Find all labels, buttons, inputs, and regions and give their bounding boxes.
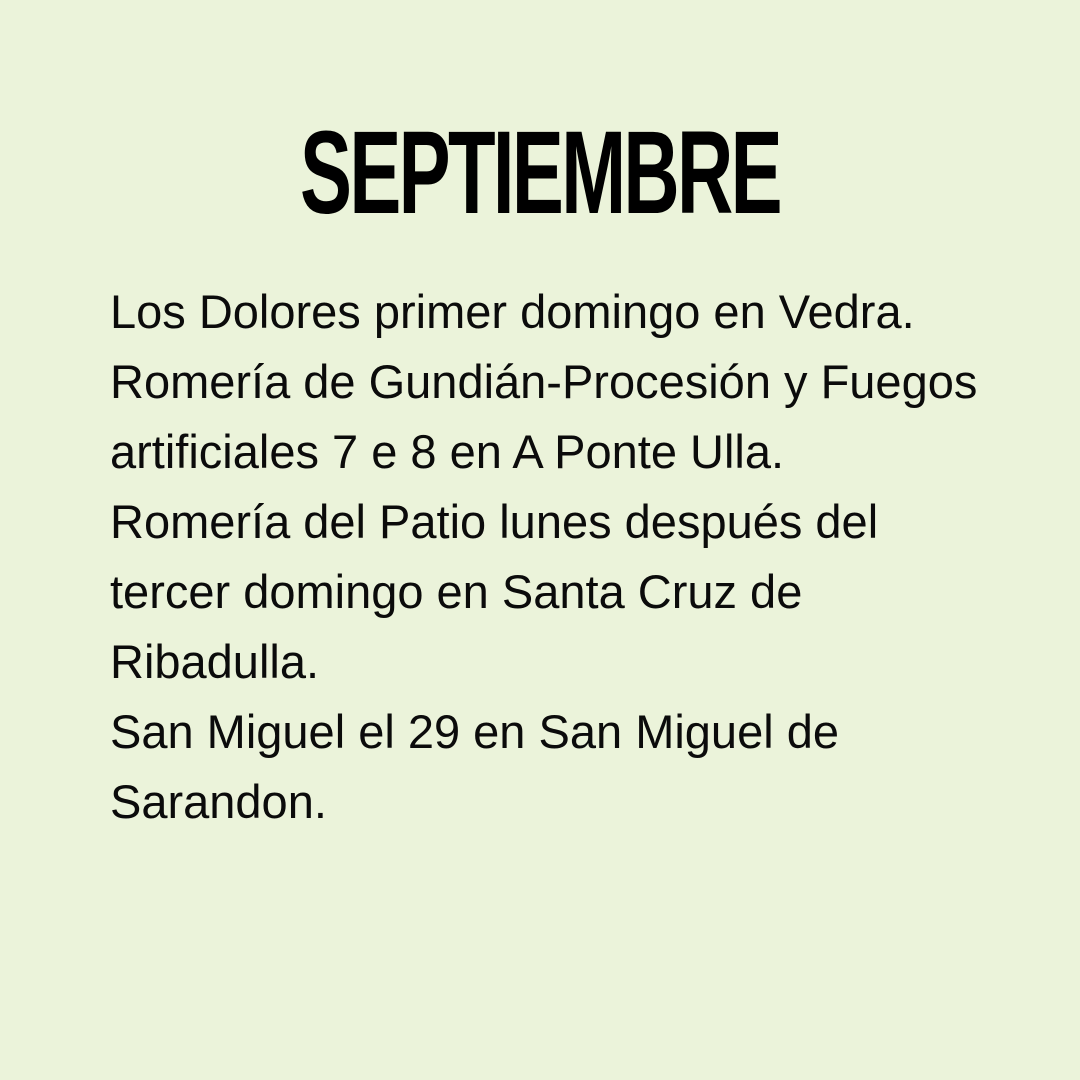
event-item-romeria-patio: Romería del Patio lunes después del tercer domingo en Santa Cruz de Ribadulla. (110, 495, 879, 688)
page-title: SEPTIEMBRE (300, 107, 780, 239)
event-list (110, 277, 990, 837)
event-item-romeria-gundian: Romería de Gundián-Procesión y Fuegos artificiales 7 e 8 en A Ponte Ulla. (110, 355, 978, 478)
event-item-san-miguel: San Miguel el 29 en San Miguel de Sarandon. (110, 705, 839, 828)
event-item-los-dolores: Los Dolores primer domingo en Vedra. (110, 285, 915, 338)
